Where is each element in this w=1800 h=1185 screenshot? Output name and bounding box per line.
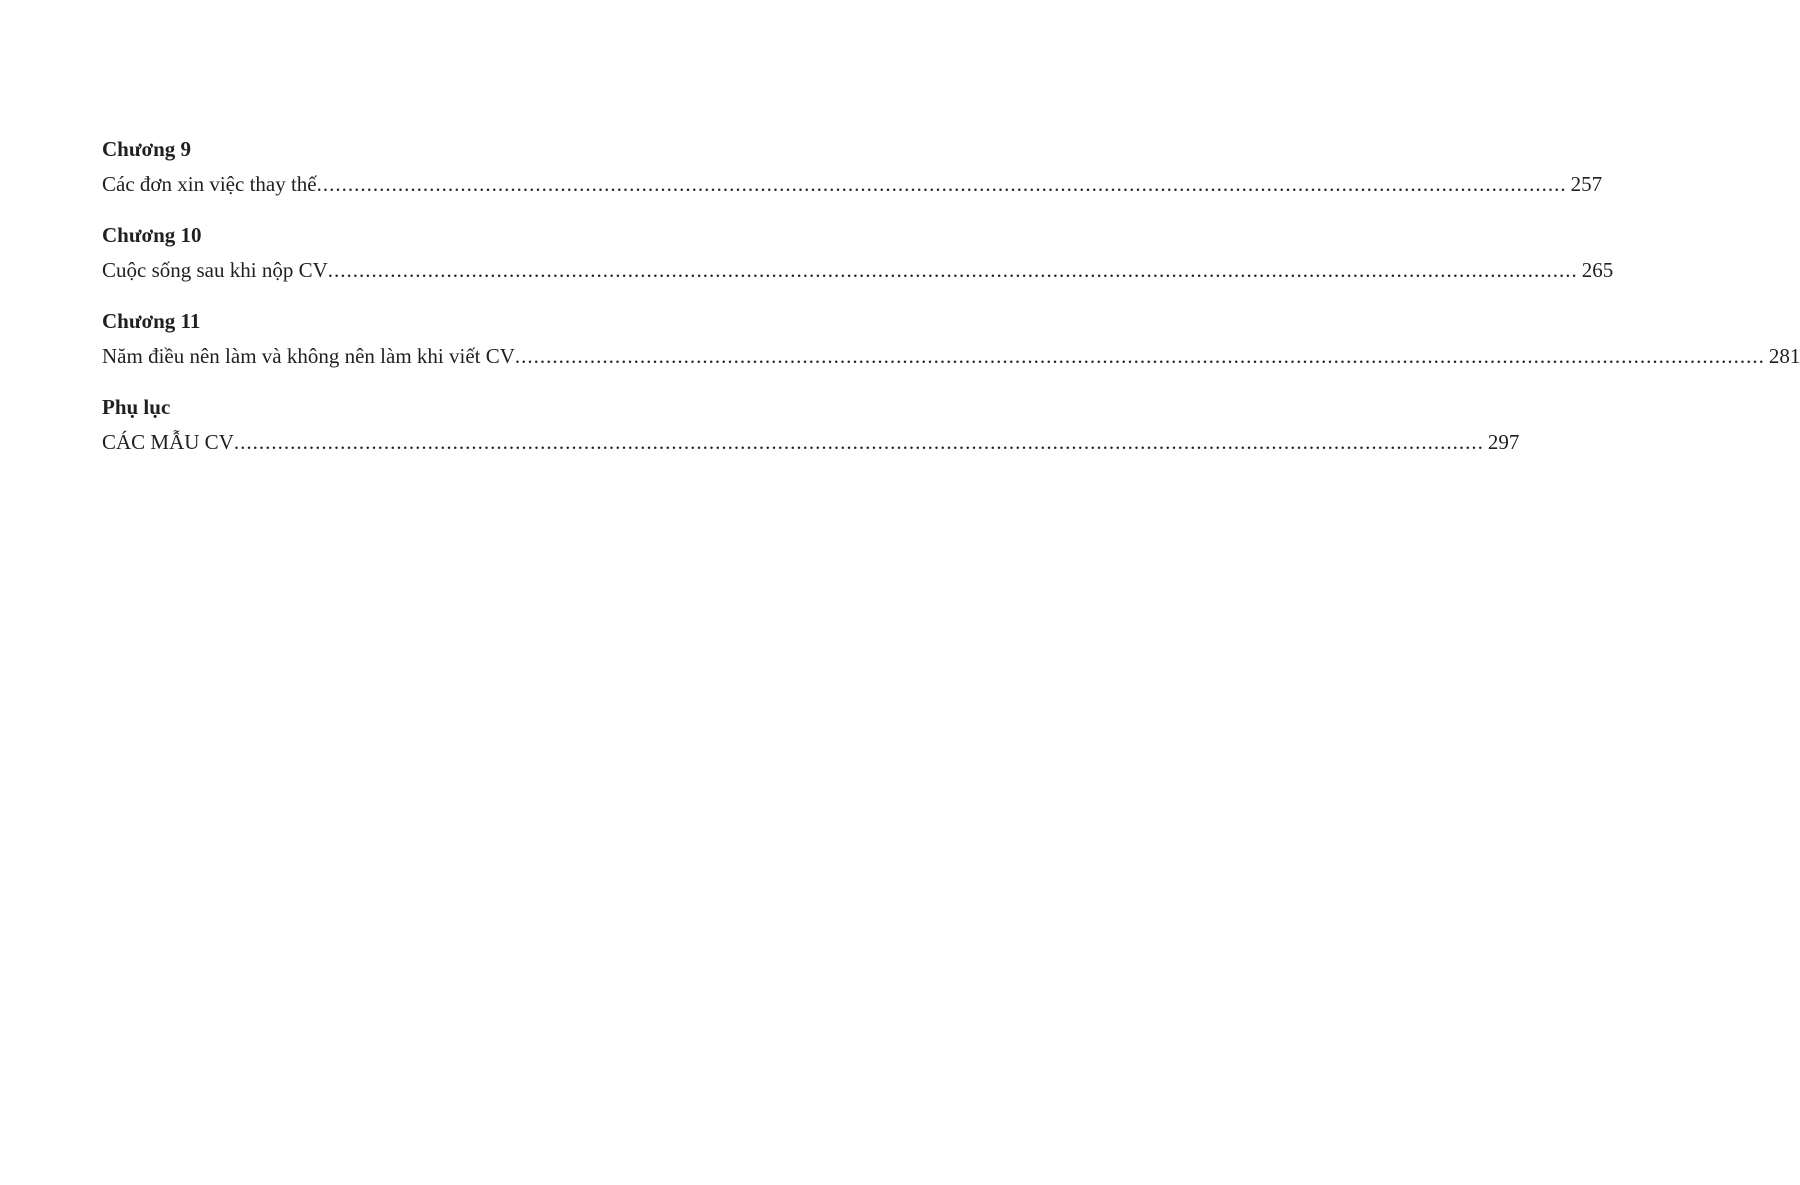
dot-leader: ........................................................................................................................................................................................................ — [514, 344, 1765, 368]
chapter-heading: Chương 9 — [102, 137, 192, 161]
dot-leader: ........................................................................................................................................................................................................ — [233, 430, 1484, 454]
entry-title: Năm điều nên làm và không nên làm khi viết CV — [102, 344, 515, 368]
toc-entry-chapter-9 — [102, 132, 1603, 202]
chapter-heading: Phụ lục — [102, 395, 171, 419]
dot-leader: ........................................................................................................................................................................................................ — [316, 172, 1567, 196]
page-number: 257 — [1570, 172, 1603, 196]
entry-title: CÁC MẪU CV — [102, 430, 234, 454]
page-number: 297 — [1487, 430, 1520, 454]
chapter-heading: Chương 10 — [102, 223, 202, 247]
toc-entry-line[interactable] — [102, 166, 1603, 202]
page-number: 281 — [1768, 344, 1800, 368]
table-of-contents — [102, 132, 1800, 476]
toc-entry-chapter-10 — [102, 218, 1614, 288]
entry-title: Các đơn xin việc thay thế — [102, 172, 317, 196]
dot-leader: ........................................................................................................................................................................................................ — [327, 258, 1578, 282]
toc-entry-line[interactable] — [102, 338, 1800, 374]
chapter-heading: Chương 11 — [102, 309, 201, 333]
toc-entry-line[interactable] — [102, 252, 1614, 288]
toc-entry-appendix — [102, 390, 1520, 460]
toc-entry-chapter-11 — [102, 304, 1800, 374]
entry-title: Cuộc sống sau khi nộp CV — [102, 258, 328, 282]
page-number: 265 — [1581, 258, 1614, 282]
toc-entry-line[interactable] — [102, 424, 1520, 460]
